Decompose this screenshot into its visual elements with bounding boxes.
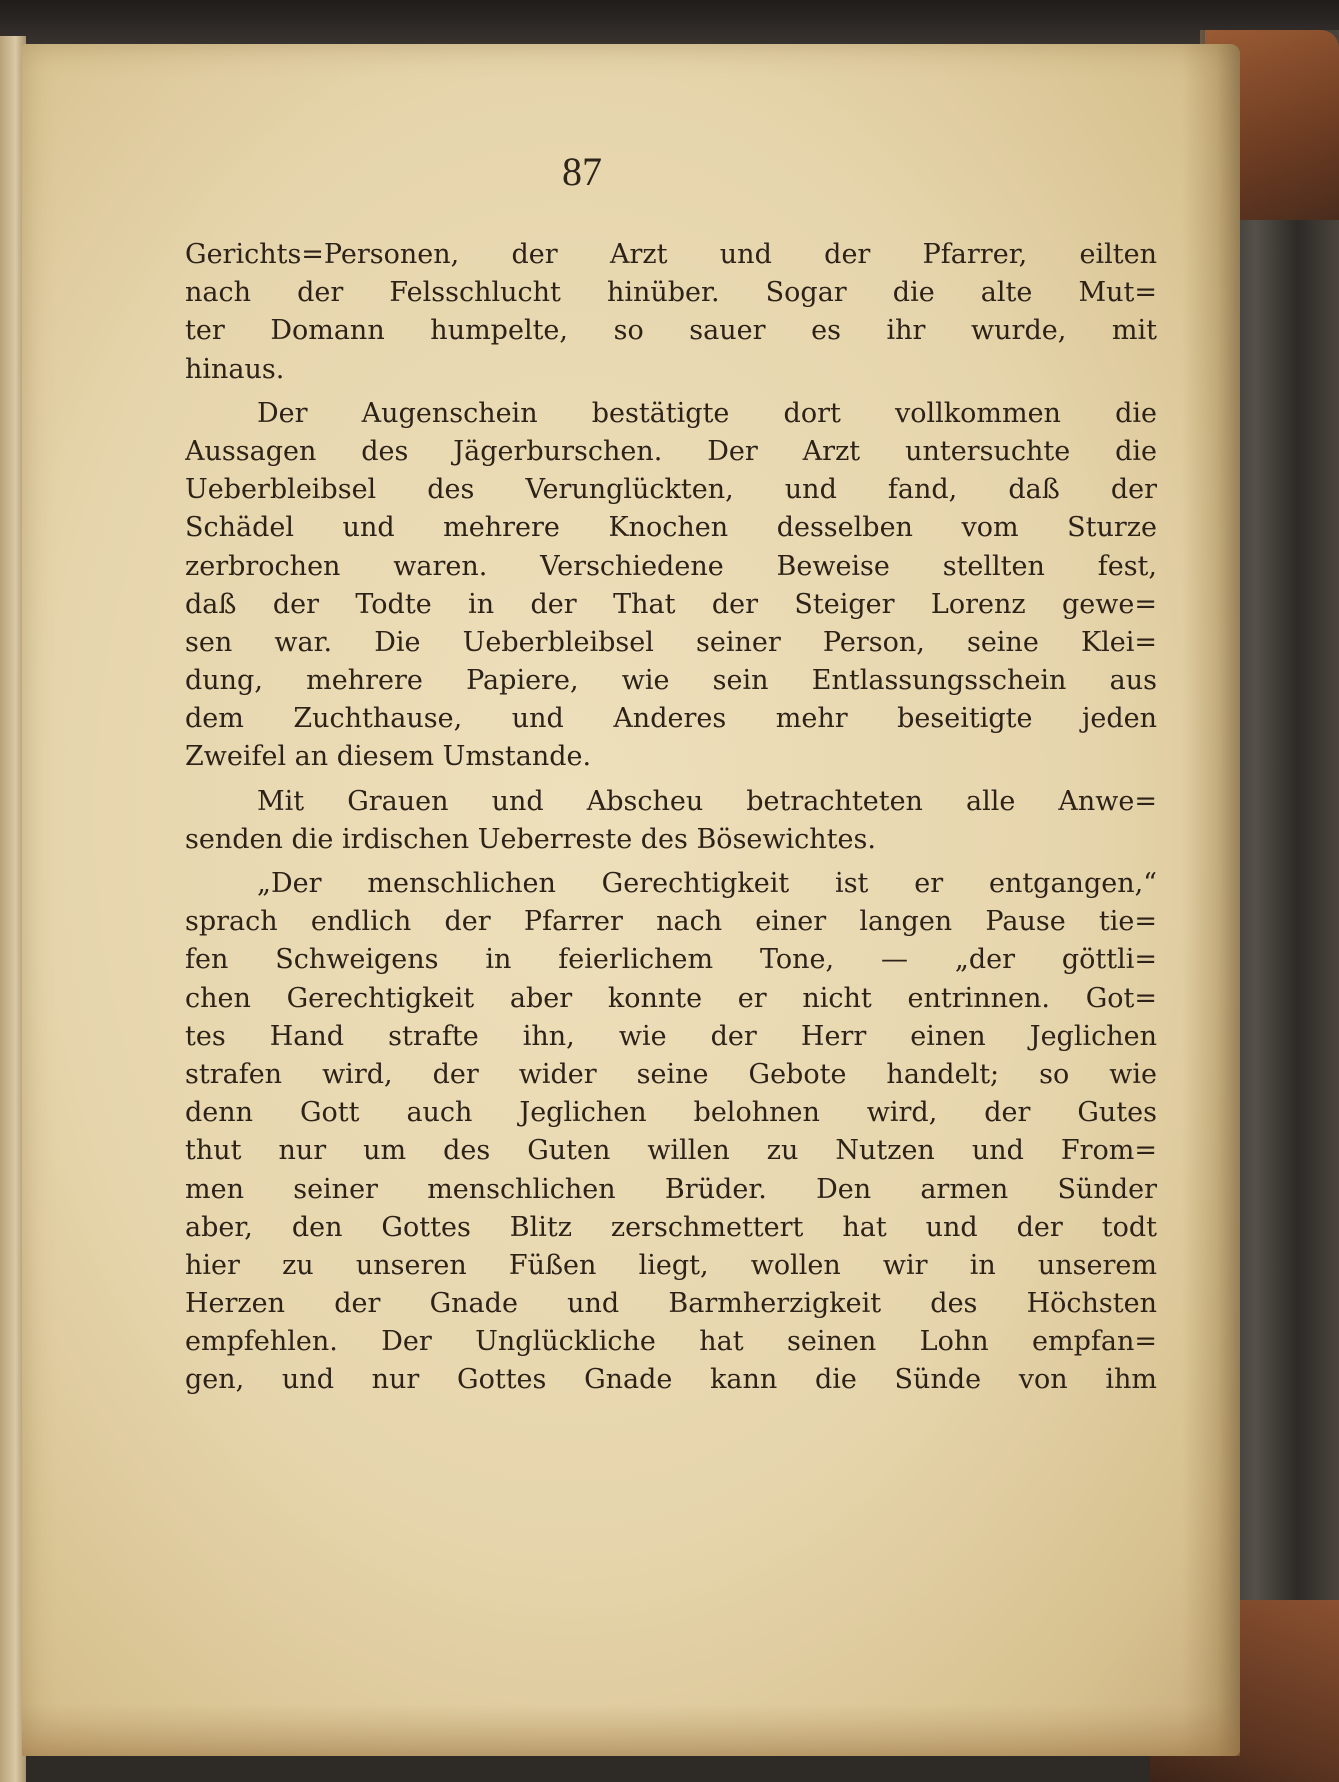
text-line: Zweifel an diesem Umstande. — [185, 741, 592, 773]
text-line: chen Gerechtigkeit aber konnte er nicht entrinnen. Got= — [185, 982, 1157, 1014]
text-line: „Der menschlichen Gerechtigkeit ist er entgangen,“ — [257, 868, 1157, 899]
text-line: hinaus. — [185, 353, 285, 385]
background-top — [0, 0, 1339, 48]
text-line: Mit Grauen und Abscheu betrachteten alle Anwe= — [257, 785, 1157, 817]
text-line: denn Gott auch Jeglichen belohnen wird, der Gutes — [185, 1097, 1157, 1129]
text-line: senden die irdischen Ueberreste des Bösewichtes. — [185, 823, 876, 855]
page-number: 87 — [562, 149, 602, 194]
page-edge-shadow — [1182, 44, 1240, 1756]
text-line: Gerichts=Personen, der Arzt und der Pfarrer, eilten — [185, 239, 1157, 270]
text-line: tes Hand strafte ihn, wie der Herr einen Jeglichen — [185, 1020, 1157, 1052]
body-text — [185, 236, 1157, 1400]
text-line: dung, mehrere Papiere, wie sein Entlassungsschein aus — [185, 665, 1157, 697]
text-line: Schädel und mehrere Knochen desselben vom Sturze — [185, 512, 1157, 544]
text-line: zerbrochen waren. Verschiedene Beweise stellten fest, — [185, 550, 1157, 582]
text-line: Ueberbleibsel des Verunglückten, und fand, daß der — [185, 474, 1157, 506]
text-line: Der Augenschein bestätigte dort vollkommen die — [257, 397, 1157, 429]
text-line: men seiner menschlichen Brüder. Den armen Sünder — [185, 1173, 1157, 1205]
text-line: strafen wird, der wider seine Gebote handelt; so wie — [185, 1058, 1157, 1090]
text-line: thut nur um des Guten willen zu Nutzen und From= — [185, 1135, 1157, 1167]
text-line: hier zu unseren Füßen liegt, wollen wir in unserem — [185, 1249, 1157, 1281]
text-line: ter Domann humpelte, so sauer es ihr wurde, mit — [185, 315, 1157, 347]
text-line: daß der Todte in der That der Steiger Lorenz gewe= — [185, 588, 1157, 620]
text-line: dem Zuchthause, und Anderes mehr beseitigte jeden — [185, 703, 1157, 735]
text-line: nach der Felsschlucht hinüber. Sogar die alte Mut= — [185, 277, 1157, 309]
page-bottom-shadow — [22, 1704, 1240, 1756]
text-line: sprach endlich der Pfarrer nach einer langen Pause tie= — [185, 906, 1157, 938]
text-line: gen, und nur Gottes Gnade kann die Sünde von ihm — [185, 1364, 1157, 1396]
page — [22, 44, 1240, 1756]
text-line: sen war. Die Ueberbleibsel seiner Person, seine Klei= — [185, 626, 1157, 658]
text-line: Herzen der Gnade und Barmherzigkeit des Höchsten — [185, 1288, 1157, 1320]
text-line: Aussagen des Jägerburschen. Der Arzt untersuchte die — [185, 435, 1157, 467]
text-line: empfehlen. Der Unglückliche hat seinen Lohn empfan= — [185, 1326, 1157, 1358]
text-line: aber, den Gottes Blitz zerschmettert hat und der todt — [185, 1211, 1157, 1243]
text-line: fen Schweigens in feierlichem Tone, — „der göttli= — [185, 944, 1157, 976]
